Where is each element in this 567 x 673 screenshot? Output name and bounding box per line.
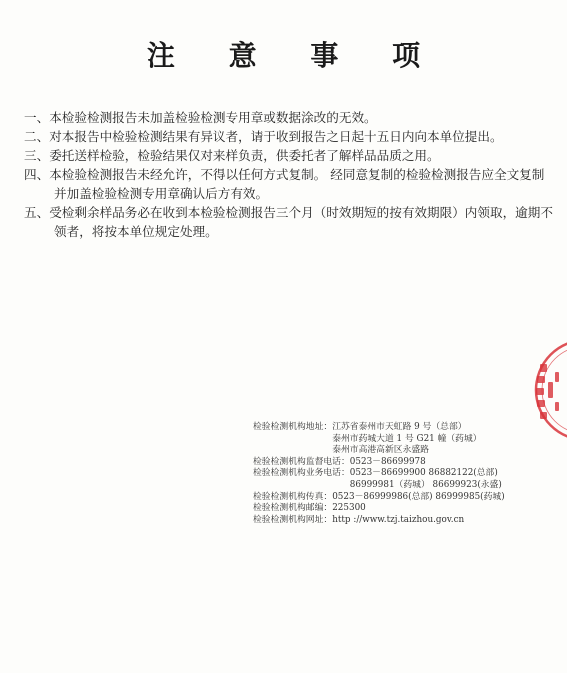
- page-title: 注 意 事 项: [146, 39, 443, 72]
- address-line-3: 泰州市高港高新区永盛路: [332, 445, 429, 456]
- fax-row: [253, 492, 553, 504]
- notice-item-3: 三、委托送样检验，检验结果仅对来样负责，供委托者了解样品品质之用。: [24, 148, 440, 163]
- address-row: [253, 422, 553, 457]
- business-phone-line-1: 0523－86699900 86882122(总部): [349, 468, 498, 479]
- notice-list: [24, 108, 554, 241]
- postcode-value: 225300: [332, 503, 366, 514]
- supervision-phone-label: 检验检测机构监督电话：: [253, 456, 350, 467]
- fax-value: 0523－86999986(总部) 86999985(药城): [332, 491, 505, 502]
- official-seal-stamp: [528, 342, 567, 438]
- notice-item-1: 一、本检验检测报告未加盖检验检测专用章或数据涂改的无效。: [24, 110, 377, 125]
- postcode-label: 检验检测机构邮编：: [253, 503, 333, 514]
- institution-contact-info: [253, 422, 553, 526]
- business-phone-label: 检验检测机构业务电话：: [253, 468, 350, 479]
- address-line-1: 江苏省泰州市天虹路 9 号（总部）: [332, 422, 467, 432]
- notice-item-4: 四、本检验检测报告未经允许，不得以任何方式复制。 经同意复制的检验检测报告应全文复制并加盖检验检测专用章确认后方有效。: [24, 167, 545, 201]
- supervision-phone-row: [253, 457, 553, 469]
- website-value: http ://www.tzj.taizhou.gov.cn: [332, 514, 465, 525]
- notice-item-5: 五、受检剩余样品务必在收到本检验检测报告三个月（时效期短的按有效期限）内领取，逾期不领者，将按本单位规定处理。: [24, 205, 553, 239]
- supervision-phone-value: 0523－86699978: [349, 456, 426, 467]
- postcode-row: [253, 503, 553, 515]
- address-line-2: 泰州市药城大道 1 号 G21 幢（药城）: [332, 433, 482, 444]
- seal-graphic: [528, 342, 567, 438]
- website-label: 检验检测机构网址：: [253, 514, 333, 525]
- business-phone-line-2: 86999981（药城） 86699923(永盛): [349, 479, 502, 490]
- business-phone-row: [253, 468, 553, 491]
- website-row: [253, 515, 553, 527]
- notice-item-2: 二、对本报告中检验检测结果有异议者，请于收到报告之日起十五日内向本单位提出。: [24, 129, 503, 144]
- address-label: 检验检测机构地址：: [253, 422, 333, 432]
- fax-label: 检验检测机构传真：: [253, 491, 333, 502]
